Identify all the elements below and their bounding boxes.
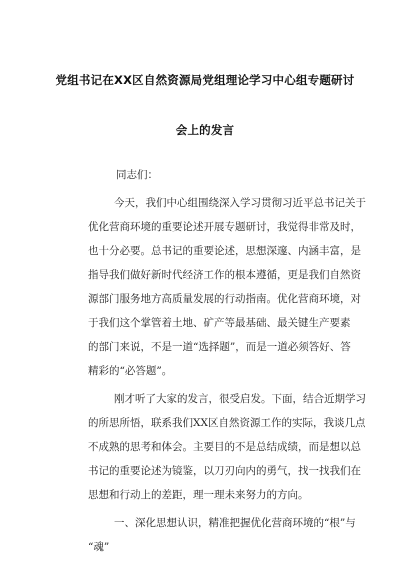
document-title-line-2: 会上的发言: [175, 123, 235, 137]
body-line: 的所思所悟，联系我们XX区自然资源工作的实际，我谈几点: [88, 417, 366, 429]
body-line: 优化营商环境的重要论述开展专题研讨，我觉得非常及时，: [88, 221, 361, 233]
section-heading-line: 一、深化思想认识，精准把握优化营商环境的“根”与: [114, 517, 356, 529]
body-line: 精彩的“必答题”。: [88, 365, 173, 377]
body-line: 同志们：: [116, 169, 158, 181]
body-line: 也十分必要。总书记的重要论述，思想深邃、内涵丰富，是: [88, 245, 361, 257]
body-line: 书记的重要论述为镜鉴，以刀刃向内的勇气，找一找我们在: [88, 465, 361, 477]
section-heading-line: “魂”: [88, 541, 110, 553]
body-line: 刚才听了大家的发言，很受启发。下面，结合近期学习: [114, 393, 366, 405]
body-line: 指导我们做好新时代经济工作的根本遵循，更是我们自然资: [88, 269, 361, 281]
body-line: 源部门服务地方高质量发展的行动指南。优化营商环境，对: [88, 293, 361, 305]
body-line: 于我们这个掌管着土地、矿产等最基础、最关键生产要素: [88, 317, 351, 329]
body-line: 不成熟的思考和体会。主要目的不是总结成绩，而是想以总: [88, 441, 361, 453]
body-line: 的部门来说，不是一道“选择题”，而是一道必须答好、答: [88, 341, 351, 353]
body-line: 今天，我们中心组围绕深入学习贯彻习近平总书记关于: [114, 197, 366, 209]
document-title-line-1: 党组书记在XX区自然资源局党组理论学习中心组专题研讨: [55, 73, 355, 87]
body-line: 思想和行动上的差距，理一理未来努力的方向。: [88, 489, 309, 501]
